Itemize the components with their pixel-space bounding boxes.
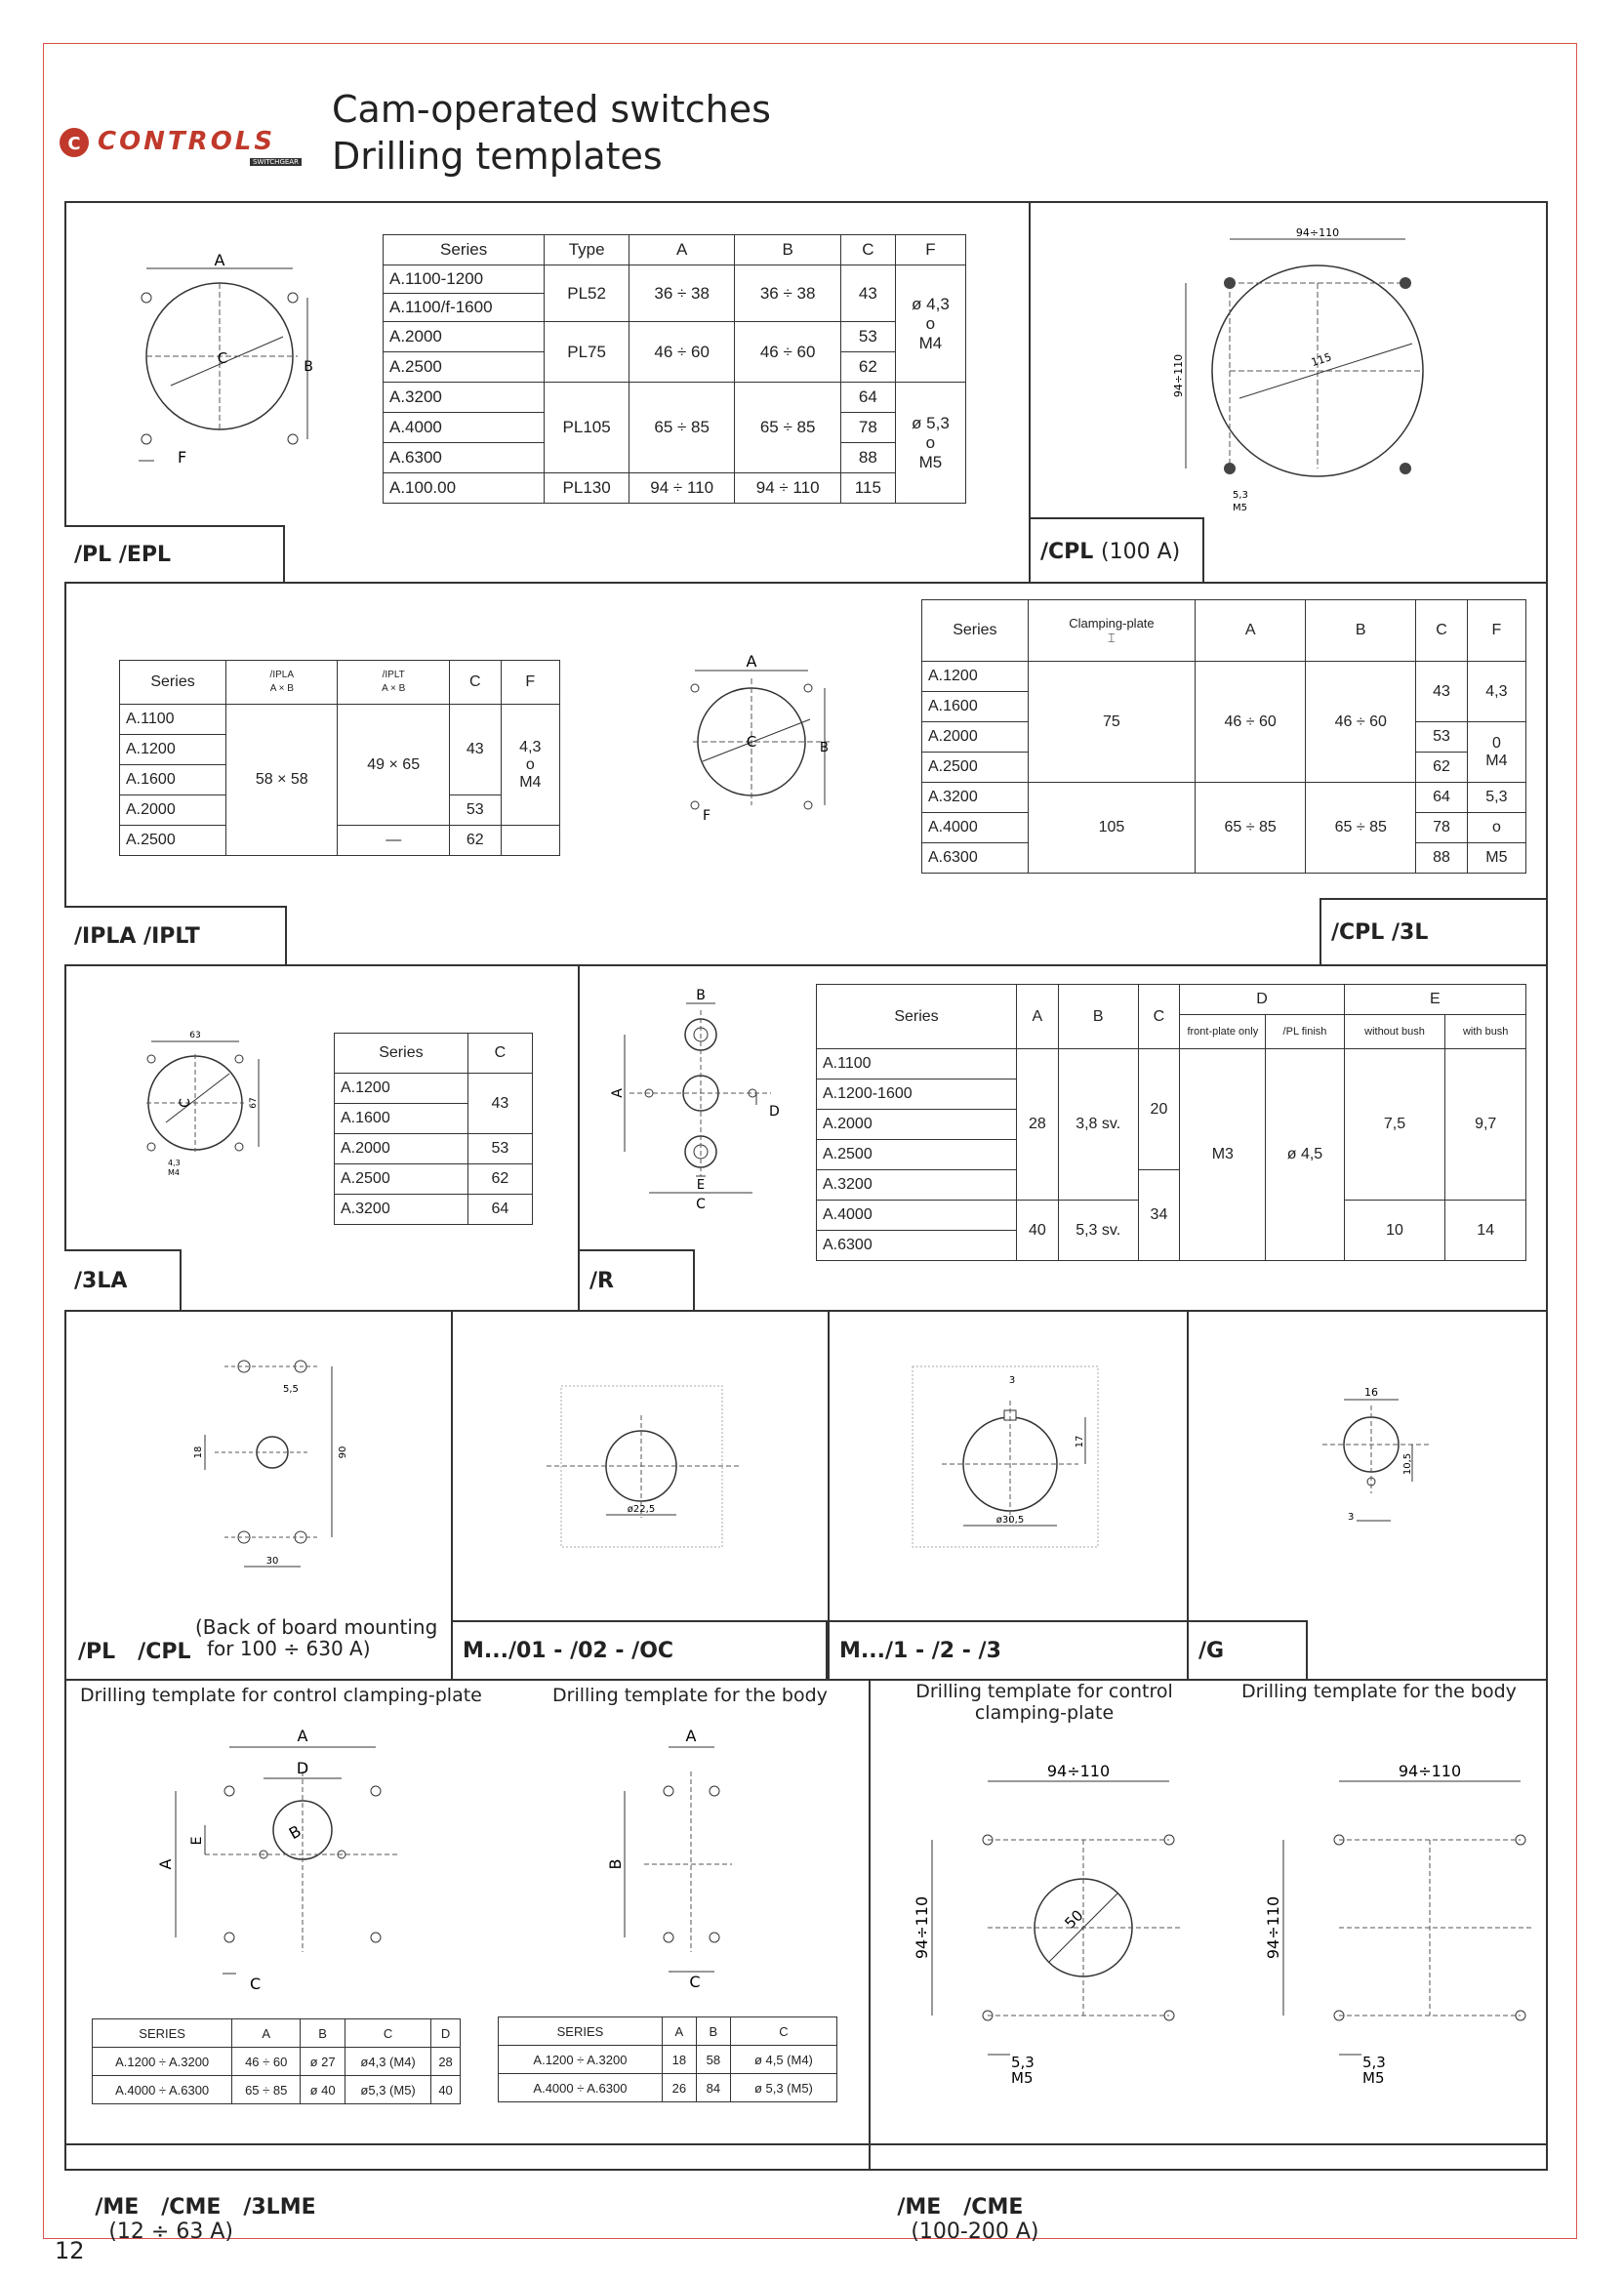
brand-sub: SWITCHGEAR [250,158,302,166]
label-me [80,2171,316,2244]
me200-clamp-drawing [908,1757,1191,2108]
table-cell: A.4000 ÷ A.6300 [93,2076,232,2104]
table-header: SERIES [93,2019,232,2048]
dim-diag: 115 [1309,350,1333,370]
table-header: C [345,2019,431,2048]
table-cell: PL52 [545,265,629,322]
label-cpl-100 [1029,517,1204,584]
me-clamp-drawing [146,1718,420,2001]
table-header: F [895,235,965,265]
label-g: /G [1187,1620,1308,1681]
table-cell: A.1200 [335,1074,468,1104]
table-header: C [467,1034,532,1074]
table-cell-line: M5 [918,452,943,471]
table-cell: 64 [467,1195,532,1225]
title-line-2: Drilling templates [332,135,663,178]
dim: 30 [265,1556,279,1567]
table-cell: 36 ÷ 38 [629,265,734,322]
table-cell: 14 [1445,1201,1526,1261]
table-cell: 43 [467,1074,532,1134]
table-cell: A.2500 [817,1140,1017,1170]
table-cell: M3 [1180,1049,1266,1261]
table-cell [895,383,965,504]
table-cell: A.6300 [817,1231,1017,1261]
label-text: /ME /CME /3LME [95,2195,316,2220]
table-cell: 64 [840,383,895,413]
svg-text:C: C [67,134,81,154]
table-cell: A.2500 [384,352,545,383]
dim-b: B [820,741,829,755]
table-cell: A.1200 ÷ A.3200 [93,2048,232,2076]
label-pl-epl: /PL /EPL [64,525,285,584]
g-drawing [1303,1376,1449,1523]
table-cell: A.2500 [120,826,226,856]
dim: 10,5 [1402,1452,1413,1476]
m01-drawing [547,1376,751,1552]
dim: ø30,5 [995,1515,1025,1526]
table-cell: A.1100/f-1600 [384,294,545,322]
table-header: C [1138,985,1180,1049]
table-cell-line: M4 [1485,752,1508,769]
table-cell: 40 [1017,1201,1059,1261]
table-header: Type [545,235,629,265]
table-cell [895,265,965,383]
table-cell-line: o [525,755,535,773]
me200-body-drawing [1259,1757,1542,2108]
label-3la: /3LA [64,1249,182,1312]
cpl100-template-drawing [1147,224,1440,517]
dim-a: A [746,652,757,671]
table-header: A [1196,600,1306,662]
table-cell: 18 [662,2046,696,2074]
dim-b: B [696,988,706,1003]
dim-e: E [189,1836,205,1846]
table-cell: A.4000 [817,1201,1017,1231]
table-cell: A.2500 [922,753,1029,783]
table-cell: A.2000 [384,322,545,352]
table-cell-line: 4,3 [519,738,542,755]
table-header: with bush [1445,1015,1526,1049]
table-cell: 4,3 [1467,662,1525,722]
table-header: Series [922,600,1029,662]
table-header [1028,600,1195,662]
dim-c: C [178,1098,193,1108]
table-cell [1467,722,1525,783]
table-cell: 105 [1028,783,1195,874]
table-cell: 58 × 58 [226,705,338,856]
table-header: A [232,2019,301,2048]
label-note: (100 A) [1101,540,1181,564]
table-header: E [1344,985,1525,1015]
table-header: Series [384,235,545,265]
table-cell: A.1600 [922,692,1029,722]
me-table-2 [498,2016,837,2102]
table-header: Series [817,985,1017,1049]
table-header [338,661,449,705]
table-header: A [662,2017,696,2046]
table-cell: A.1200-1600 [817,1079,1017,1110]
table-cell: A.2000 [817,1110,1017,1140]
dim-b: B [285,1821,304,1844]
table-header: B [1306,600,1416,662]
table-cell: ø 40 [301,2076,345,2104]
table-cell: A.4000 [922,813,1029,843]
table-header: D [1180,985,1344,1015]
dim-a-side: A [156,1858,175,1870]
table-cell: — [338,826,449,856]
table-cell: A.6300 [922,843,1029,874]
table-cell [501,705,559,826]
table-cell: 53 [1416,722,1468,753]
table-cell: A.2000 [120,795,226,826]
dim-c: C [746,733,757,751]
table-header-line: /IPLT [382,670,405,680]
table-cell: 5,3 sv. [1058,1201,1138,1261]
dim-c: C [217,349,228,367]
table-cell: 94 ÷ 110 [735,473,840,504]
label-m1: M.../1 - /2 - /3 [828,1620,1189,1681]
table-cell: ø 4,5 (M4) [730,2046,836,2074]
dim: 16 [1364,1386,1378,1399]
table-cell: A.1100-1200 [384,265,545,294]
table-cell: 88 [1416,843,1468,874]
dim-top: 94÷110 [1046,1762,1111,1780]
table-cell: PL105 [545,383,629,473]
me-footer-line [64,2143,1548,2145]
dim-a: A [214,251,225,269]
table-cell: A.3200 [922,783,1029,813]
dim-e: E [696,1178,706,1193]
table-cell: A.1600 [120,765,226,795]
table-cell: 20 [1138,1049,1180,1170]
table-cell: 46 ÷ 60 [232,2048,301,2076]
table-cell: M5 [1467,843,1525,874]
me-caption-right: Drilling template for the body [552,1685,828,1706]
table-cell: A.1100 [120,705,226,735]
table-header [226,661,338,705]
clamp-symbol-icon: ⌶ [1108,630,1116,645]
table-cell: 3,8 sv. [1058,1049,1138,1201]
dim: 5,5 [283,1384,299,1395]
back-board-note [195,1616,437,1659]
table-cell: 62 [467,1164,532,1195]
table-cell: 65 ÷ 85 [1306,783,1416,874]
table-cell-line: ø 4,3 [912,294,950,313]
table-header: C [730,2017,836,2046]
3la-template-drawing [127,1025,273,1181]
dim-c: C [250,1975,262,1993]
table-cell: 94 ÷ 110 [629,473,734,504]
table-cell: 65 ÷ 85 [232,2076,301,2104]
dim-c: C [696,1197,706,1212]
dim-hole: 5,3 [1362,2054,1386,2071]
table-header: F [501,661,559,705]
dim: 3 [1348,1512,1355,1523]
dim-circle: 50 [1061,1906,1087,1933]
table-cell: A.1200 [120,735,226,765]
table-cell: A.2000 [335,1134,468,1164]
table-cell: 28 [431,2048,461,2076]
back-board-drawing [185,1347,361,1581]
table-header: without bush [1344,1015,1445,1049]
dim: ø22,5 [627,1504,656,1515]
table-cell: 43 [840,265,895,322]
dim-a: A [685,1727,697,1745]
table-header: D [431,2019,461,2048]
table-cell: 43 [449,705,501,795]
table-cell: A.3200 [335,1195,468,1225]
table-header-line: A × B [382,683,406,694]
table-cell: 115 [840,473,895,504]
table-header: Series [335,1034,468,1074]
table-cell: 53 [467,1134,532,1164]
table-cell-line: M4 [918,333,943,352]
table-header: B [301,2019,345,2048]
label-note: (12 ÷ 63 A) [108,2220,233,2244]
3la-table [334,1033,533,1225]
table-cell: A.1200 ÷ A.3200 [499,2046,663,2074]
dim-c: C [689,1973,701,1991]
table-cell: 58 [696,2046,730,2074]
dim: 17 [1075,1435,1085,1448]
label-note: (100-200 A) [911,2220,1039,2244]
table-cell-line: o [925,432,936,452]
label-pl-cpl-back: /PL /CPL [78,1640,191,1664]
table-cell: 78 [840,413,895,443]
table-cell: PL130 [545,473,629,504]
table-header: C [840,235,895,265]
table-cell: 46 ÷ 60 [1306,662,1416,783]
page-number: 12 [55,2237,85,2264]
r-template-drawing [610,986,805,1220]
label-me200 [882,2171,1038,2244]
brand-logo [55,115,308,174]
cpl3l-table [921,599,1526,874]
table-cell: A.4000 ÷ A.6300 [499,2074,663,2102]
table-cell: 28 [1017,1049,1059,1201]
table-cell: 46 ÷ 60 [735,322,840,383]
table-cell: 46 ÷ 60 [1196,662,1306,783]
table-cell: 40 [431,2076,461,2104]
table-cell: A.6300 [384,443,545,473]
table-header: B [696,2017,730,2046]
table-cell: A.1100 [817,1049,1017,1079]
table-cell: 49 × 65 [338,705,449,826]
table-cell: 84 [696,2074,730,2102]
table-cell: 62 [840,352,895,383]
table-header: F [1467,600,1525,662]
ipla-template-drawing [673,649,849,835]
dim: 3 [1008,1375,1016,1386]
note-line: for 100 ÷ 630 A) [207,1637,371,1660]
table-cell: o [1467,813,1525,843]
table-header: B [735,235,840,265]
table-cell: 43 [1416,662,1468,722]
table-cell-line: M4 [519,773,542,791]
table-header-line: A × B [269,683,294,694]
table-cell-line: 0 [1491,734,1501,752]
dim-hole: 4,3 [168,1159,181,1167]
table-cell: A.100.00 [384,473,545,504]
dim-d: D [769,1104,780,1120]
table-cell: A.3200 [817,1170,1017,1201]
me-table-1 [92,2018,461,2104]
table-cell: 26 [662,2074,696,2102]
table-header: A [629,235,734,265]
dim-thread: M5 [1233,503,1247,513]
table-header: C [449,661,501,705]
me-body-drawing [586,1718,761,2001]
dim-top: 94÷110 [1398,1762,1462,1780]
table-cell: A.1200 [922,662,1029,692]
dim-hole: 5,3 [1233,490,1248,501]
label-text: /ME /CME [897,2195,1024,2220]
pl-table [383,234,966,504]
dim-b: B [304,359,313,375]
table-cell: 65 ÷ 85 [629,383,734,473]
table-cell: A.2000 [922,722,1029,753]
me200-caption-left: Drilling template for control clamping-plate [915,1681,1173,1724]
dim-side: 94÷110 [1172,353,1185,398]
me200-caption-right: Drilling template for the body [1241,1681,1517,1702]
table-header: C [1416,600,1468,662]
table-cell: ø5,3 (M5) [345,2076,431,2104]
dim-side: 94÷110 [913,1895,931,1960]
note-line: (Back of board mounting [195,1615,438,1639]
table-header: /PL finish [1266,1015,1344,1049]
table-cell: ø 5,3 (M5) [730,2074,836,2102]
table-cell: 10 [1344,1201,1445,1261]
dim-thread: M5 [1362,2069,1385,2087]
table-cell: 64 [1416,783,1468,813]
label-r: /R [578,1249,695,1312]
table-cell: 7,5 [1344,1049,1445,1201]
table-cell: 34 [1138,1170,1180,1261]
dim-side: 67 [249,1097,259,1109]
table-cell: ø 27 [301,2048,345,2076]
m1-drawing [903,1362,1108,1552]
table-cell: A.1600 [335,1104,468,1134]
table-cell: ø 4,5 [1266,1049,1344,1261]
brand-name: CONTROLS [98,127,276,156]
table-cell: 36 ÷ 38 [735,265,840,322]
table-header-line: /IPLA [269,670,295,680]
table-cell: 75 [1028,662,1195,783]
dim-top: 94÷110 [1295,226,1340,239]
dim-a: A [297,1727,308,1745]
r-table [816,984,1526,1261]
dim-d: D [296,1759,309,1777]
table-cell: 62 [449,826,501,856]
dim-b: B [606,1858,625,1870]
dim: 90 [338,1446,348,1459]
table-cell: A.3200 [384,383,545,413]
dim-top: 63 [189,1031,201,1040]
dim-side: 94÷110 [1264,1895,1282,1960]
dim-f: F [178,448,187,467]
label-text: /CPL [1040,540,1094,564]
table-cell: A.2500 [335,1164,468,1195]
table-cell: 5,3 [1467,783,1525,813]
table-header: Series [120,661,226,705]
label-ipla-iplt: /IPLA /IPLT [64,906,287,966]
table-cell: 53 [840,322,895,352]
table-cell: 88 [840,443,895,473]
dim-a: A [610,1088,626,1098]
dim-thread: M4 [168,1168,180,1177]
table-cell: 65 ÷ 85 [735,383,840,473]
table-header-line: Clamping-plate [1069,615,1155,631]
table-header: front-plate only [1180,1015,1266,1049]
table-cell: 46 ÷ 60 [629,322,734,383]
me-caption-left: Drilling template for control clamping-plate [80,1685,482,1706]
table-cell: 78 [1416,813,1468,843]
table-cell: 53 [449,795,501,826]
table-cell: 9,7 [1445,1049,1526,1201]
dim-hole: 5,3 [1011,2054,1035,2071]
table-header: B [1058,985,1138,1049]
page-title [332,86,771,180]
table-cell: PL75 [545,322,629,383]
title-line-1: Cam-operated switches [332,88,771,131]
pl-template-drawing [117,244,332,468]
table-cell: A.4000 [384,413,545,443]
ipla-table [119,660,560,856]
dim-f: F [703,808,711,824]
label-cpl-3l: /CPL /3L [1320,898,1548,966]
table-cell [501,826,559,856]
table-header: SERIES [499,2017,663,2046]
table-header: A [1017,985,1059,1049]
label-m01: M.../01 - /02 - /OC [451,1620,828,1681]
table-cell-line: o [925,313,936,333]
dim: 18 [193,1446,204,1459]
table-cell: 65 ÷ 85 [1196,783,1306,874]
table-cell: 62 [1416,753,1468,783]
table-cell: ø4,3 (M4) [345,2048,431,2076]
table-cell-line: ø 5,3 [912,413,950,432]
dim-thread: M5 [1011,2069,1034,2087]
